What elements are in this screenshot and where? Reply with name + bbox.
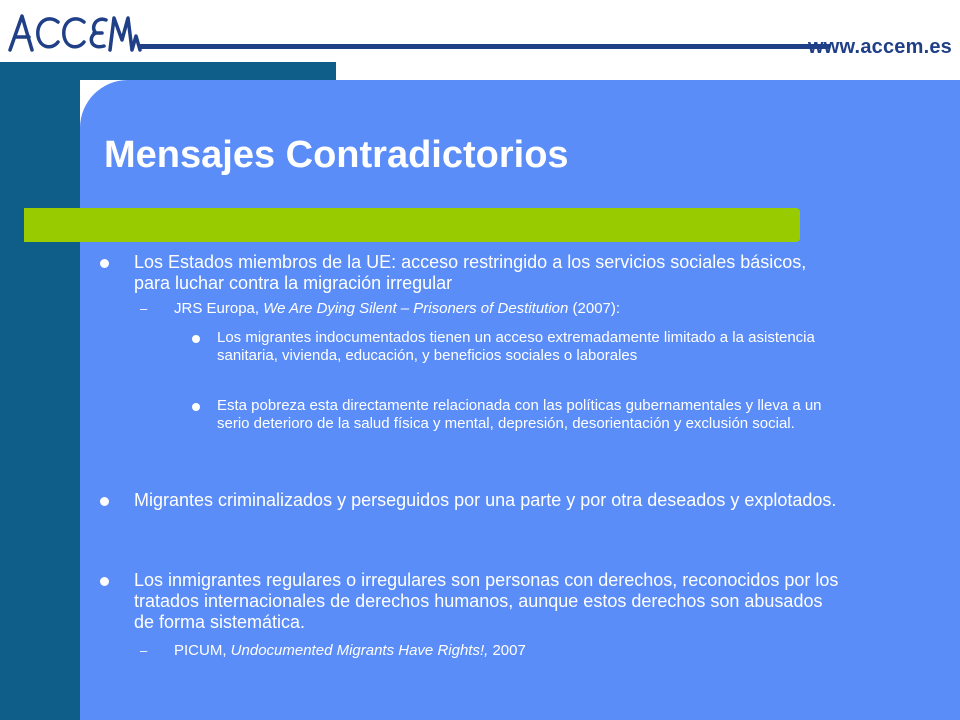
sub-bullet-item — [140, 300, 845, 318]
bullet-item — [100, 252, 845, 294]
bullet-item — [100, 570, 845, 633]
sub-bullet-text: PICUM, Undocumented Migrants Have Rights!, 2007 — [174, 642, 526, 659]
bullet-item — [100, 490, 845, 511]
sub-bullet-item — [140, 642, 845, 660]
dash-icon: – — [140, 643, 148, 658]
sub-bullet-text: JRS Europa, We Are Dying Silent – Prisoners of Destitution (2007): — [174, 300, 621, 317]
sub-sub-bullet-text: Los migrantes indocumentados tienen un acceso extremadamente limitado a la asistencia sanitaria, vivienda, educación, y beneficios sociales o laborales — [217, 329, 815, 364]
sub-sub-bullet-item — [192, 329, 832, 365]
sub-sub-bullet-text: Esta pobreza esta directamente relacionada con las políticas gubernamentales y lleva a un serio deterioro de la salud física y mental, depresión, desorientación y exclusión social. — [217, 397, 822, 432]
bullet-dot-icon — [192, 335, 200, 343]
bullet-dot-icon — [100, 259, 109, 268]
bullet-dot-icon — [100, 497, 109, 506]
sub-sub-bullet-item — [192, 397, 832, 433]
dash-icon: – — [140, 301, 148, 316]
bullet-dot-icon — [100, 577, 109, 586]
bullet-text: Los Estados miembros de la UE: acceso restringido a los servicios sociales básicos, para luchar contra la migración irregular — [134, 252, 807, 293]
website-url[interactable]: www.accem.es — [808, 36, 952, 58]
bullet-text: Migrantes criminalizados y perseguidos por una parte y por otra deseados y explotados. — [134, 490, 837, 510]
slide-title: Mensajes Contradictorios — [104, 134, 569, 176]
bullet-text: Los inmigrantes regulares o irregulares son personas con derechos, reconocidos por los tratados internacionales de derechos humanos, aunque estos derechos son abusados de forma sistemática. — [134, 570, 839, 632]
bullet-dot-icon — [192, 403, 200, 411]
